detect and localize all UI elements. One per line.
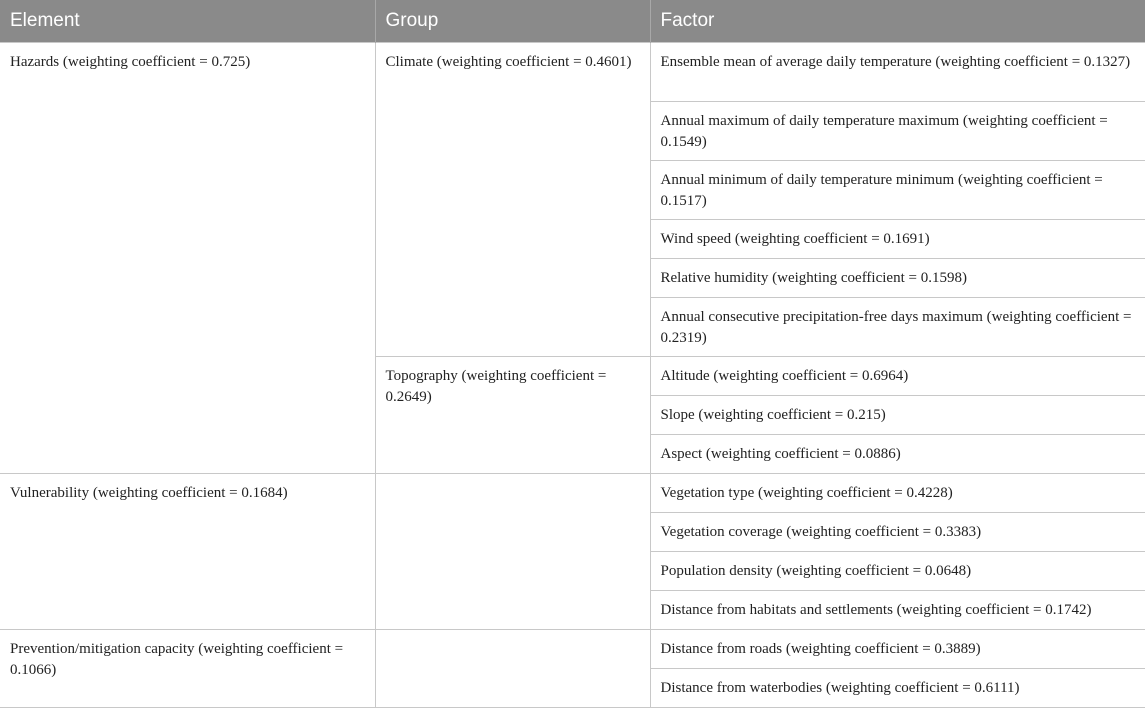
element-cell: Hazards (weighting coefficient = 0.725)	[0, 42, 375, 473]
factor-cell: Aspect (weighting coefficient = 0.0886)	[650, 434, 1145, 473]
factor-cell: Ensemble mean of average daily temperature (weighting coefficient = 0.1327)	[650, 42, 1145, 101]
factor-cell: Annual consecutive precipitation-free days maximum (weighting coefficient = 0.2319)	[650, 297, 1145, 356]
table-header	[0, 0, 1145, 42]
group-cell: Climate (weighting coefficient = 0.4601)	[375, 42, 650, 356]
factor-cell: Vegetation coverage (weighting coefficient = 0.3383)	[650, 512, 1145, 551]
factor-cell: Population density (weighting coefficient = 0.0648)	[650, 551, 1145, 590]
table-row	[0, 473, 1145, 512]
table-row	[0, 42, 1145, 101]
factor-cell: Altitude (weighting coefficient = 0.6964)	[650, 356, 1145, 395]
factor-cell: Distance from waterbodies (weighting coefficient = 0.6111)	[650, 668, 1145, 707]
factor-cell: Annual maximum of daily temperature maximum (weighting coefficient = 0.1549)	[650, 101, 1145, 160]
header-group: Group	[375, 0, 650, 42]
group-cell	[375, 473, 650, 629]
group-cell: Topography (weighting coefficient = 0.2649)	[375, 356, 650, 473]
factor-cell: Wind speed (weighting coefficient = 0.1691)	[650, 219, 1145, 258]
factor-cell: Vegetation type (weighting coefficient = 0.4228)	[650, 473, 1145, 512]
factor-cell: Slope (weighting coefficient = 0.215)	[650, 395, 1145, 434]
factor-cell: Distance from habitats and settlements (weighting coefficient = 0.1742)	[650, 590, 1145, 629]
header-row	[0, 0, 1145, 42]
factor-cell: Distance from roads (weighting coefficient = 0.3889)	[650, 629, 1145, 668]
element-cell: Prevention/mitigation capacity (weighting coefficient = 0.1066)	[0, 629, 375, 707]
header-element: Element	[0, 0, 375, 42]
table-row	[0, 629, 1145, 668]
header-factor: Factor	[650, 0, 1145, 42]
factor-cell: Relative humidity (weighting coefficient = 0.1598)	[650, 258, 1145, 297]
group-cell	[375, 629, 650, 707]
factor-cell: Annual minimum of daily temperature minimum (weighting coefficient = 0.1517)	[650, 160, 1145, 219]
element-cell: Vulnerability (weighting coefficient = 0.1684)	[0, 473, 375, 629]
table-body	[0, 42, 1145, 707]
